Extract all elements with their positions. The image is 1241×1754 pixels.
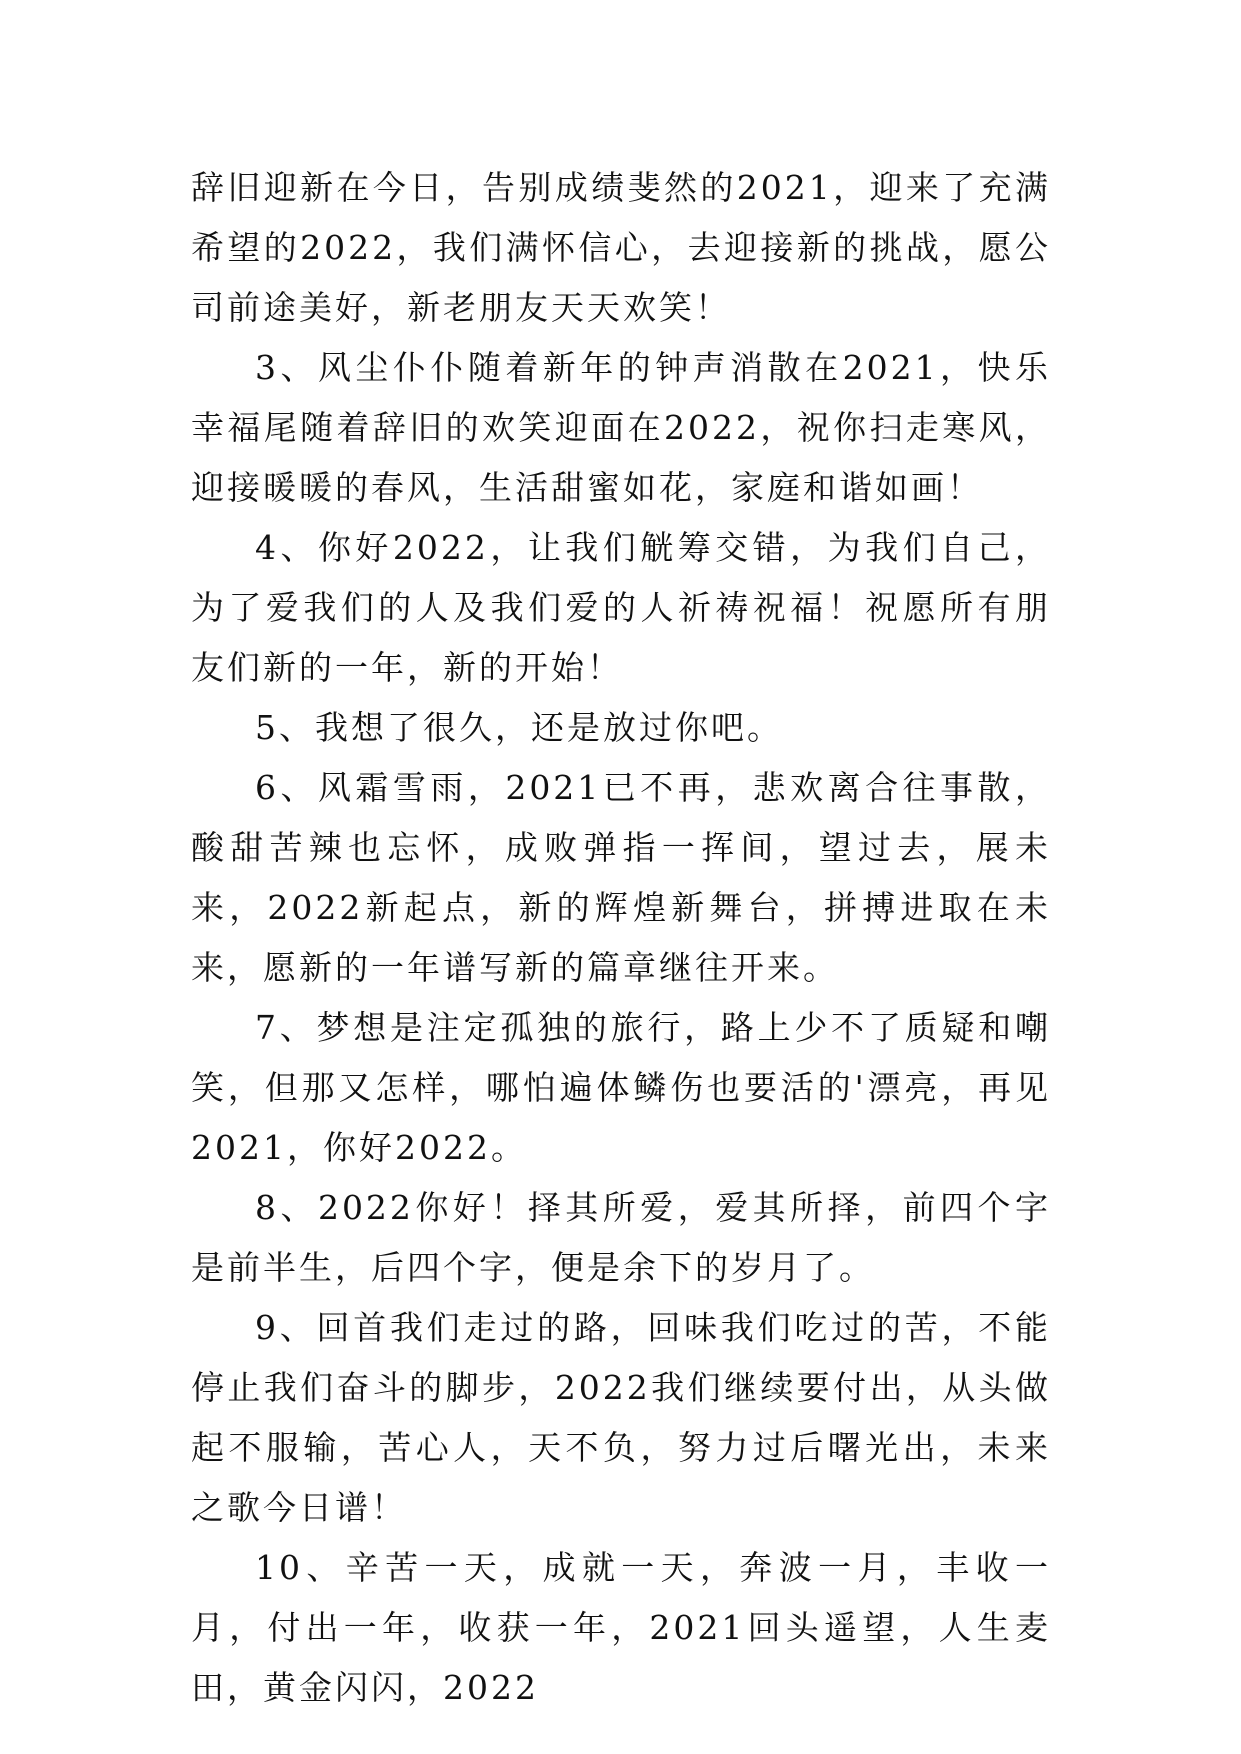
paragraph-4: 4、你好2022，让我们觥筹交错，为我们自己，为了爱我们的人及我们爱的人祈祷祝福！祝愿所有朋友们新的一年，新的开始！ (191, 528, 1051, 687)
paragraph-6: 6、风霜雪雨，2021已不再，悲欢离合往事散，酸甜苦辣也忘怀，成败弹指一挥间，望过去，展未来，2022新起点，新的辉煌新舞台，拼搏进取在未来，愿新的一年谱写新的篇章继往开来。 (191, 768, 1051, 987)
paragraph-10: 10、辛苦一天，成就一天，奔波一月，丰收一月，付出一年，收获一年，2021回头遥望，人生麦田，黄金闪闪，2022 (191, 1548, 1051, 1707)
paragraph-8: 8、2022你好！择其所爱，爱其所择，前四个字是前半生，后四个字，便是余下的岁月了。 (191, 1188, 1051, 1287)
document-body (191, 158, 1051, 1718)
paragraph-5: 5、我想了很久，还是放过你吧。 (255, 708, 783, 747)
paragraph-intro: 辞旧迎新在今日，告别成绩斐然的2021，迎来了充满希望的2022，我们满怀信心，去迎接新的挑战，愿公司前途美好，新老朋友天天欢笑！ (191, 168, 1051, 327)
paragraph-7: 7、梦想是注定孤独的旅行，路上少不了质疑和嘲笑，但那又怎样，哪怕遍体鳞伤也要活的'漂亮，再见2021，你好2022。 (191, 1008, 1051, 1167)
paragraph-9: 9、回首我们走过的路，回味我们吃过的苦，不能停止我们奋斗的脚步，2022我们继续要付出，从头做起不服输，苦心人，天不负，努力过后曙光出，未来之歌今日谱！ (191, 1308, 1051, 1527)
paragraph-3: 3、风尘仆仆随着新年的钟声消散在2021，快乐幸福尾随着辞旧的欢笑迎面在2022，祝你扫走寒风，迎接暖暖的春风，生活甜蜜如花，家庭和谐如画！ (191, 348, 1051, 507)
